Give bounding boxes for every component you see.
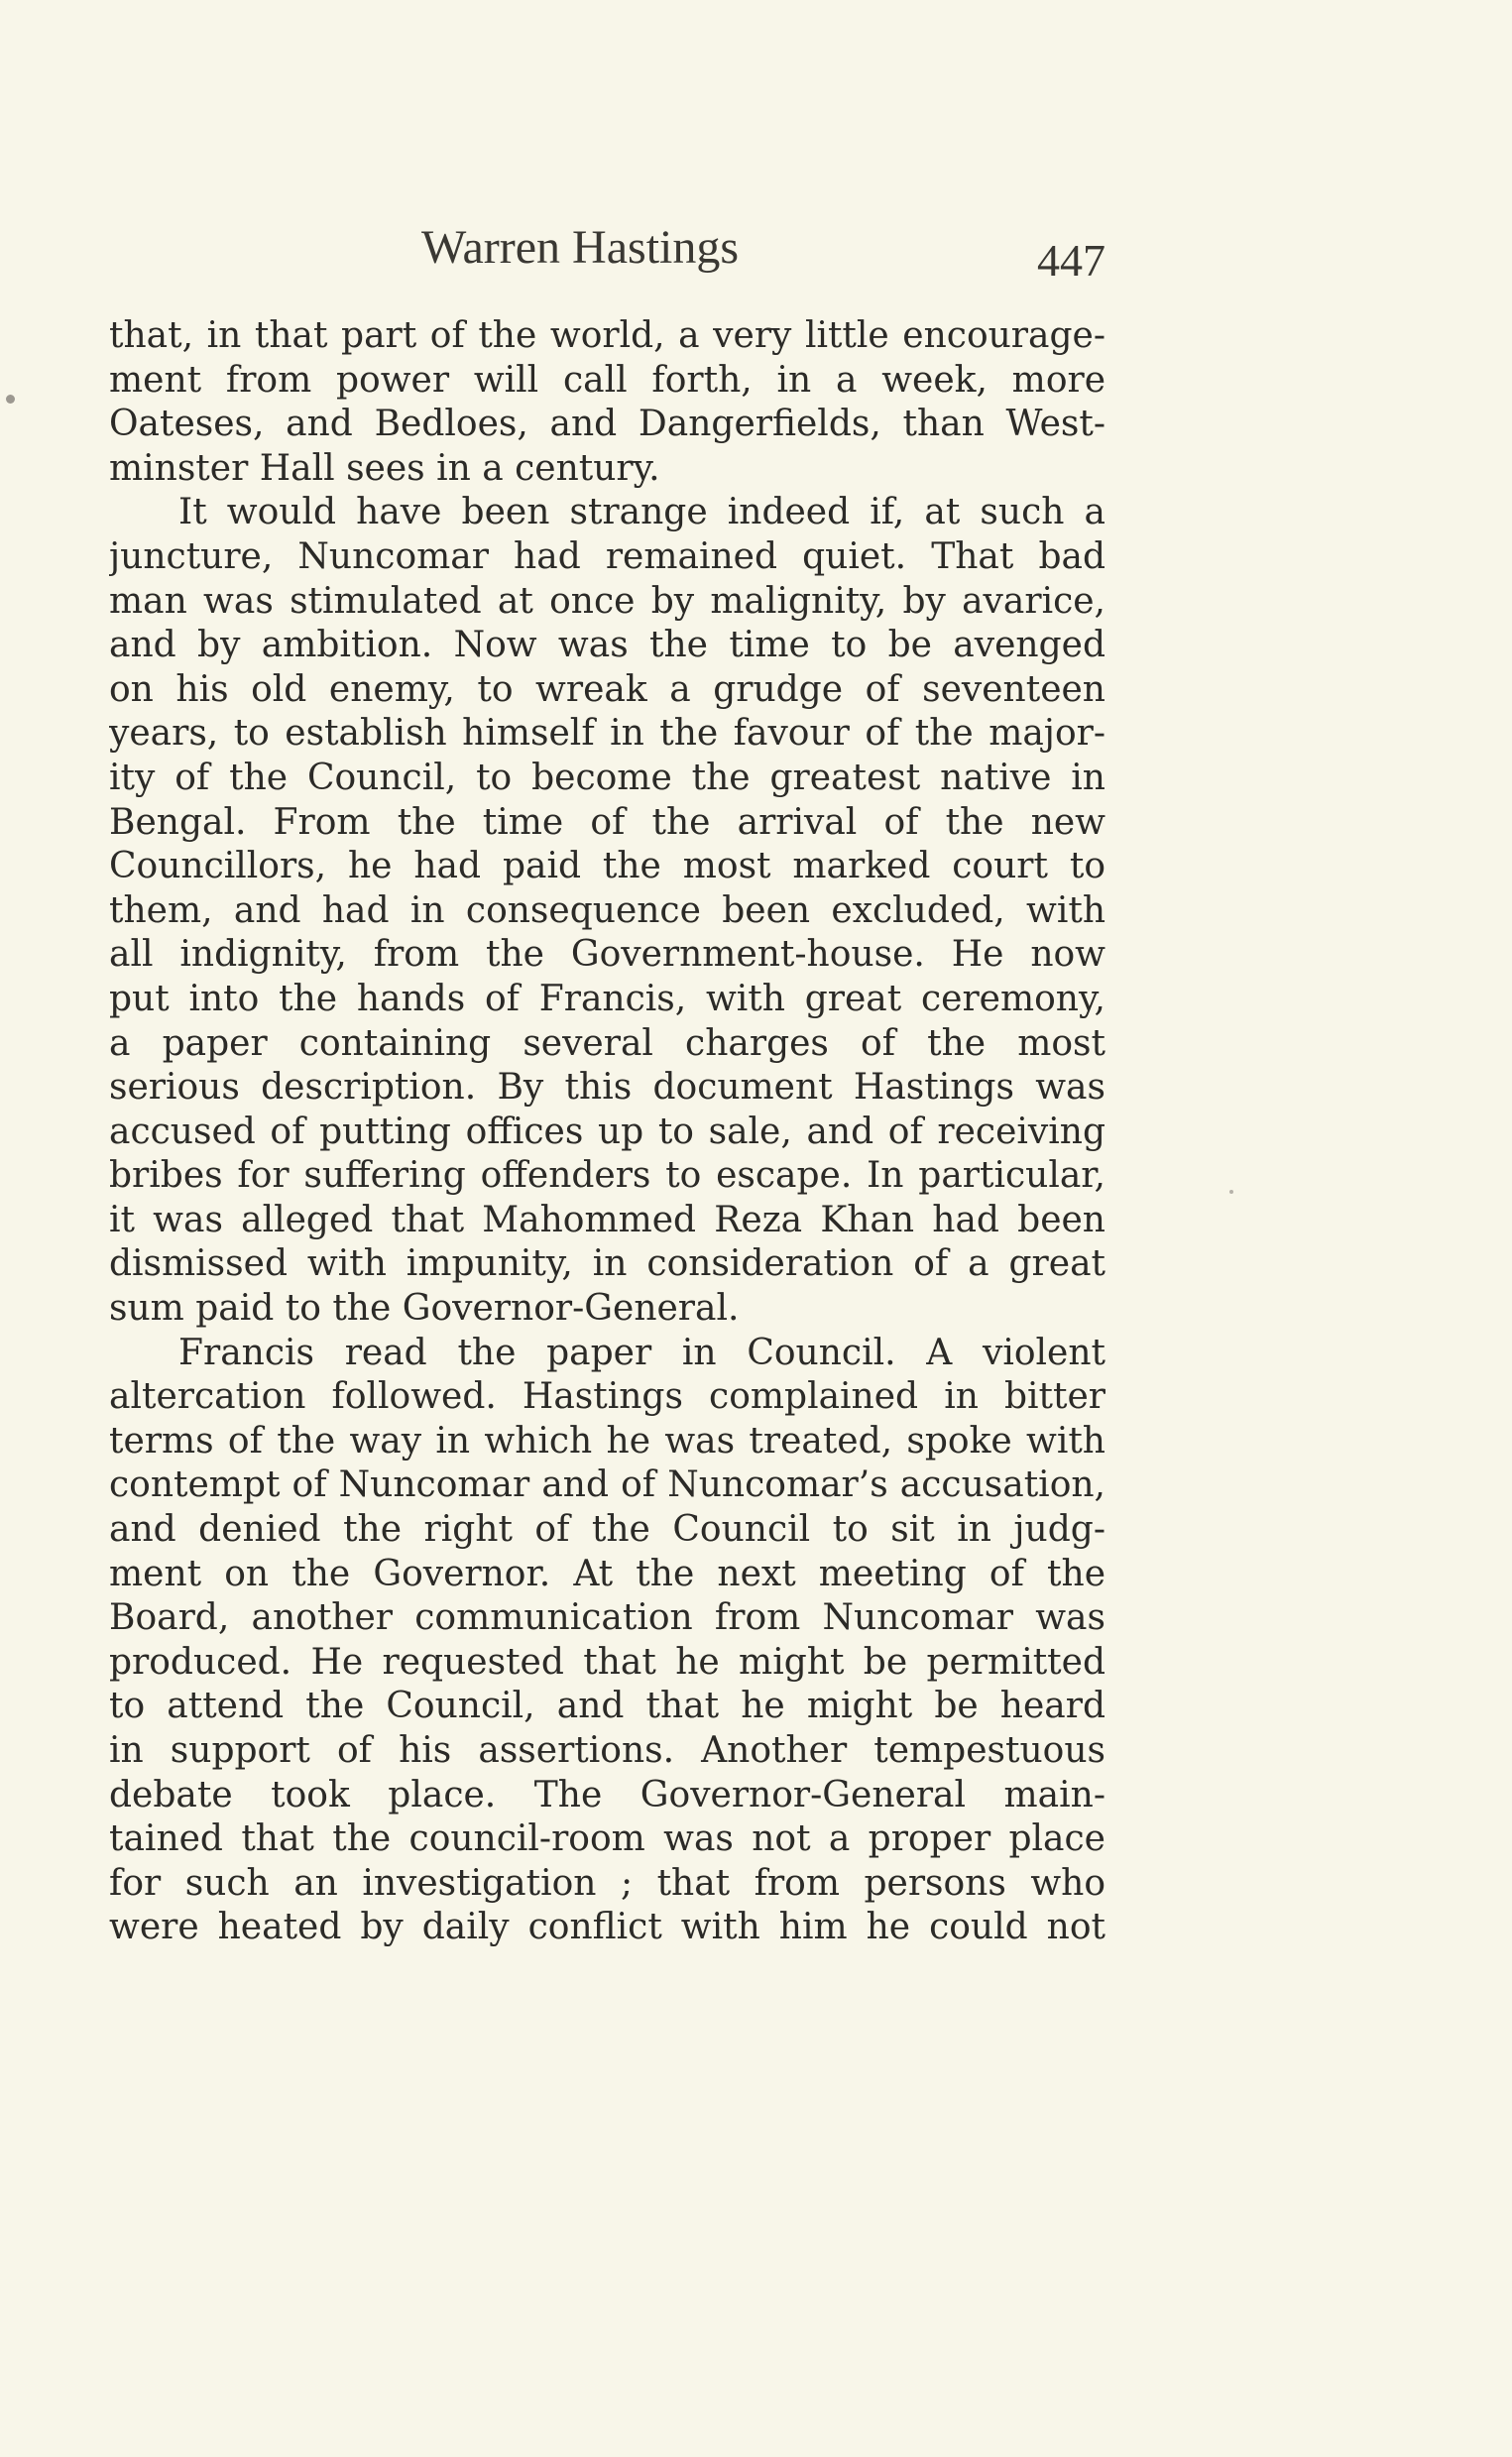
text-line: produced. He requested that he might be permitted [109, 1641, 1105, 1683]
text-line: tained that the council-room was not a proper place [109, 1818, 1105, 1860]
text-line: terms of the way in which he was treated, spoke with [109, 1420, 1105, 1462]
text-line: dismissed with impunity, in consideration of a great [109, 1243, 1105, 1285]
margin-speck [6, 395, 15, 404]
text-line: serious description. By this document Hastings was [109, 1067, 1105, 1109]
text-line: and denied the right of the Council to sit in judg- [109, 1509, 1105, 1551]
text-line: Councillors, he had paid the most marked court to [109, 846, 1105, 887]
text-line: years, to establish himself in the favour of the major- [109, 713, 1105, 755]
text-line: put into the hands of Francis, with great ceremony, [109, 978, 1105, 1019]
text-line: on his old enemy, to wreak a grudge of seventeen [109, 668, 1105, 710]
text-line: ment from power will call forth, in a week, more [109, 359, 1105, 401]
text-line: juncture, Nuncomar had remained quiet. That bad [109, 535, 1105, 577]
text-line: accused of putting offices up to sale, and of receiving [109, 1111, 1105, 1152]
text-line: it was alleged that Mahommed Reza Khan had been [109, 1199, 1105, 1240]
text-line: sum paid to the Governor-General. [109, 1288, 740, 1330]
text-line: Oateses, and Bedloes, and Dangerfields, than West- [109, 404, 1105, 445]
text-line: Board, another communication from Nuncomar was [109, 1597, 1105, 1639]
body-text [109, 314, 1105, 1950]
text-line: Francis read the paper in Council. A violent [178, 1332, 1105, 1373]
text-line: bribes for suffering offenders to escape. In particular, [109, 1155, 1105, 1197]
margin-speck-right [1229, 1190, 1233, 1194]
running-head [109, 220, 1105, 290]
text-line: ity of the Council, to become the greatest native in [109, 757, 1105, 798]
text-line: Bengal. From the time of the arrival of the new [109, 801, 1105, 843]
text-line: altercation followed. Hastings complained in bitter [109, 1376, 1105, 1418]
text-line: minster Hall sees in a century. [109, 447, 660, 489]
text-line: were heated by daily conflict with him he could not [109, 1907, 1105, 1948]
page-number: 447 [1037, 235, 1105, 286]
text-line: in support of his assertions. Another tempestuous [109, 1730, 1105, 1771]
text-line: them, and had in consequence been excluded, with [109, 889, 1105, 931]
running-title: Warren Hastings [421, 221, 740, 274]
text-line: man was stimulated at once by malignity, by avarice, [109, 580, 1105, 622]
text-line: debate took place. The Governor-General main- [109, 1774, 1105, 1815]
text-line: contempt of Nuncomar and of Nuncomar’s accusation, [109, 1464, 1105, 1506]
text-line: that, in that part of the world, a very little encourage- [109, 315, 1105, 356]
text-line: for such an investigation ; that from persons who [109, 1862, 1105, 1904]
text-line: a paper containing several charges of the most [109, 1022, 1105, 1064]
text-line: to attend the Council, and that he might be heard [109, 1686, 1105, 1727]
text-line: and by ambition. Now was the time to be avenged [109, 625, 1105, 666]
text-line: ment on the Governor. At the next meeting of the [109, 1553, 1105, 1594]
text-line: It would have been strange indeed if, at such a [178, 492, 1105, 533]
text-line: all indignity, from the Government-house. He now [109, 934, 1105, 976]
